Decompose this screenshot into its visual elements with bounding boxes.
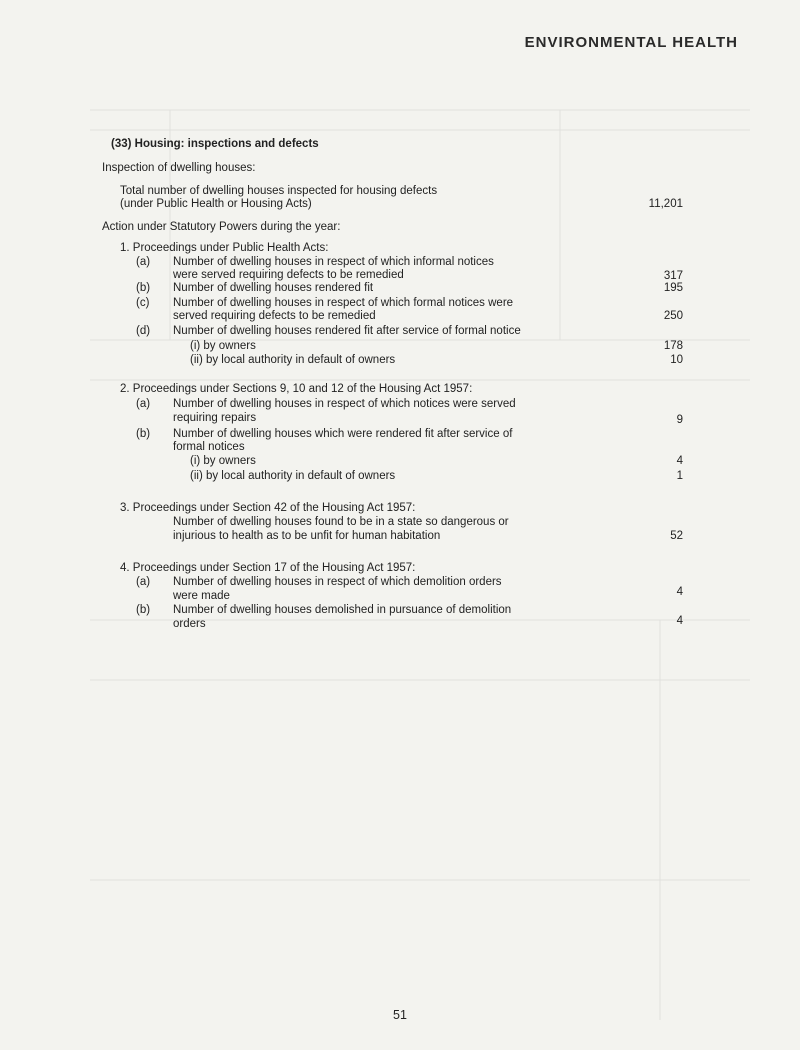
p1-heading: 1. Proceedings under Public Health Acts:: [120, 242, 329, 254]
p1-c-value: 250: [663, 310, 683, 322]
p1-d-i: (i) by owners: [190, 340, 256, 352]
total-line-1: Total number of dwelling houses inspected for housing defects: [120, 185, 438, 197]
p2-a-value: 9: [676, 414, 683, 426]
p2-b-i-value: 4: [676, 455, 683, 467]
p3-line-1: Number of dwelling houses found to be in a state so dangerous or: [173, 516, 509, 528]
p4-a-value: 4: [676, 586, 683, 598]
p1-a-label: (a): [136, 256, 151, 268]
p4-heading: 4. Proceedings under Section 17 of the Housing Act 1957:: [120, 562, 416, 574]
p4-b-value: 4: [676, 615, 683, 627]
p3-line-2: injurious to health as to be unfit for human habitation: [173, 530, 441, 542]
inspection-heading: Inspection of dwelling houses:: [102, 162, 256, 174]
p2-b-i: (i) by owners: [190, 455, 256, 467]
p2-b-ii: (ii) by local authority in default of owners: [190, 470, 396, 482]
p1-b-value: 195: [663, 282, 683, 294]
p3-value: 52: [670, 530, 683, 542]
p1-c-line-1: Number of dwelling houses in respect of which formal notices were: [173, 297, 514, 309]
section-title: (33) Housing: inspections and defects: [111, 138, 319, 150]
p4-b-line-1: Number of dwelling houses demolished in pursuance of demolition: [173, 604, 512, 616]
p1-d-i-value: 178: [663, 340, 683, 352]
p2-b-line-2: formal notices: [173, 441, 245, 453]
p1-d-ii: (ii) by local authority in default of owners: [190, 354, 396, 366]
p1-c-label: (c): [136, 297, 150, 309]
p1-a-value: 317: [663, 270, 683, 282]
page-number: 51: [393, 1008, 407, 1022]
p4-a-line-2: were made: [173, 590, 230, 602]
p1-d-label: (d): [136, 325, 151, 337]
p4-b-line-2: orders: [173, 618, 206, 630]
p1-b-line-1: Number of dwelling houses rendered fit: [173, 282, 374, 294]
total-value: 11,201: [648, 198, 683, 210]
p1-b-label: (b): [136, 282, 151, 294]
p1-d-ii-value: 10: [670, 354, 683, 366]
p2-b-ii-value: 1: [676, 470, 683, 482]
action-heading: Action under Statutory Powers during the year:: [102, 221, 341, 233]
p1-a-line-1: Number of dwelling houses in respect of which informal notices: [173, 256, 494, 268]
p1-d-line-1: Number of dwelling houses rendered fit after service of formal notice: [173, 325, 521, 337]
p1-a-line-2: were served requiring defects to be remedied: [173, 269, 404, 281]
p2-heading: 2. Proceedings under Sections 9, 10 and 12 of the Housing Act 1957:: [120, 383, 473, 395]
p4-a-label: (a): [136, 576, 151, 588]
p1-c-line-2: served requiring defects to be remedied: [173, 310, 376, 322]
p3-heading: 3. Proceedings under Section 42 of the Housing Act 1957:: [120, 502, 416, 514]
page-header: ENVIRONMENTAL HEALTH: [524, 34, 738, 51]
p2-a-label: (a): [136, 398, 151, 410]
p2-b-line-1: Number of dwelling houses which were rendered fit after service of: [173, 428, 513, 440]
p2-a-line-2: requiring repairs: [173, 412, 257, 424]
p4-a-line-1: Number of dwelling houses in respect of which demolition orders: [173, 576, 502, 588]
total-line-2: (under Public Health or Housing Acts): [120, 198, 312, 210]
p2-b-label: (b): [136, 428, 151, 440]
p4-b-label: (b): [136, 604, 151, 616]
p2-a-line-1: Number of dwelling houses in respect of which notices were served: [173, 398, 516, 410]
